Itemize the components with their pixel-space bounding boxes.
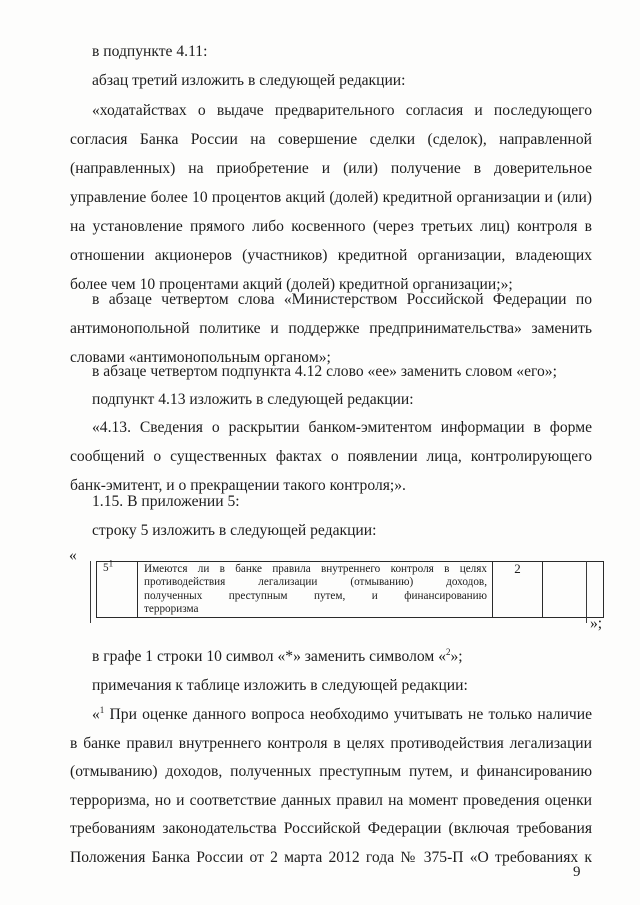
- table-quote-close: »;: [590, 615, 603, 632]
- cell-text-line: противодействия легализации (отмыванию) доходов,: [144, 576, 487, 589]
- text-line: [92, 705, 592, 725]
- text-line: антимонопольной политике и поддержке предпринимательства» заменить: [70, 320, 592, 337]
- row-number-footnote: 1: [108, 558, 114, 569]
- paragraph-row-5: строку 5 изложить в следующей редакции:: [92, 522, 377, 539]
- text-line: «ходатайствах о выдаче предварительного согласия и последующего: [92, 102, 592, 119]
- cell-text-line: полученных преступным путем, и финансированию: [144, 589, 487, 602]
- text-line: (отмыванию) доходов, полученных преступным путем, и финансированию: [70, 763, 592, 780]
- text-line: «4.13. Сведения о раскрытии банком-эмитентом информации в форме: [92, 419, 592, 436]
- row-number: 5: [103, 562, 109, 574]
- table-outer-border-left: [90, 561, 91, 623]
- paragraph-subclause-4-11: в подпункте 4.11:: [92, 43, 208, 60]
- row-value-cell: 2: [493, 562, 543, 618]
- paragraph-appendix-5: 1.15. В приложении 5:: [92, 493, 240, 510]
- cell-text-line: терроризма: [144, 603, 199, 616]
- text-line: более чем 10 процентами акций (долей) кредитной организации;»;: [70, 276, 513, 293]
- page-number: 9: [573, 864, 581, 880]
- text-fragment: »;: [450, 648, 463, 665]
- row-empty-cell: [543, 562, 604, 618]
- row-number-cell: [97, 558, 138, 618]
- text-fragment: «: [92, 706, 100, 723]
- paragraph-subclause-4-12: в абзаце четвертом подпункта 4.12 слово «ее» заменить словом «его»;: [92, 363, 557, 380]
- text-line: терроризма, но и соответствие данных правил на момент проведения оценки: [70, 791, 592, 809]
- text-line: управление более 10 процентов акций (долей) кредитной организации и (или): [70, 189, 592, 206]
- text-line: Положения Банка России от 2 марта 2012 года № 375-П «О требованиях к: [70, 848, 592, 866]
- text-line: словами «антимонопольным органом»;: [70, 349, 331, 366]
- paragraph-subclause-4-13: подпункт 4.13 изложить в следующей редакции:: [92, 391, 414, 408]
- table-quote-open: «: [69, 547, 77, 564]
- table-row: [97, 562, 604, 618]
- text-fragment: в графе 1 строки 10 символ «*» заменить символом «: [92, 648, 446, 665]
- text-line: банк-эмитент, и о прекращении такого контроля;».: [70, 477, 406, 494]
- text-line: в банке правил внутреннего контроля в целях противодействия легализации: [70, 734, 592, 752]
- inserted-table-row: [96, 558, 604, 618]
- row-text-cell: [138, 562, 493, 618]
- text-line: в абзаце четвертом слова «Министерством Российской Федерации по: [92, 291, 592, 308]
- table-outer-border-right: [586, 561, 587, 623]
- superscript: 2: [446, 646, 451, 657]
- text-fragment: При оценке данного вопроса необходимо учитывать не только наличие: [104, 706, 592, 723]
- text-line: (направленных) на приобретение и (или) получение в доверительное: [70, 160, 592, 177]
- paragraph-column-1-row-10: [92, 647, 463, 667]
- text-line: отношении акционеров (участников) кредитной организации, владеющих: [70, 247, 592, 264]
- paragraph-notes-intro: примечания к таблице изложить в следующей редакции:: [92, 677, 468, 694]
- superscript: 1: [99, 704, 105, 715]
- text-line: на установление прямого либо косвенного (через третьих лиц) контроля в: [70, 218, 592, 235]
- text-line: сообщений о существенных фактах о появлении лица, контролирующего: [70, 448, 592, 465]
- cell-text-line: Имеются ли в банке правила внутреннего контроля в целях: [144, 563, 487, 575]
- paragraph-third-abzac: абзац третий изложить в следующей редакции:: [92, 72, 406, 89]
- text-line: согласия Банка России на совершение сделки (сделок), направленной: [70, 131, 592, 148]
- text-line: требованиям законодательства Российской Федерации (включая требования: [70, 820, 592, 837]
